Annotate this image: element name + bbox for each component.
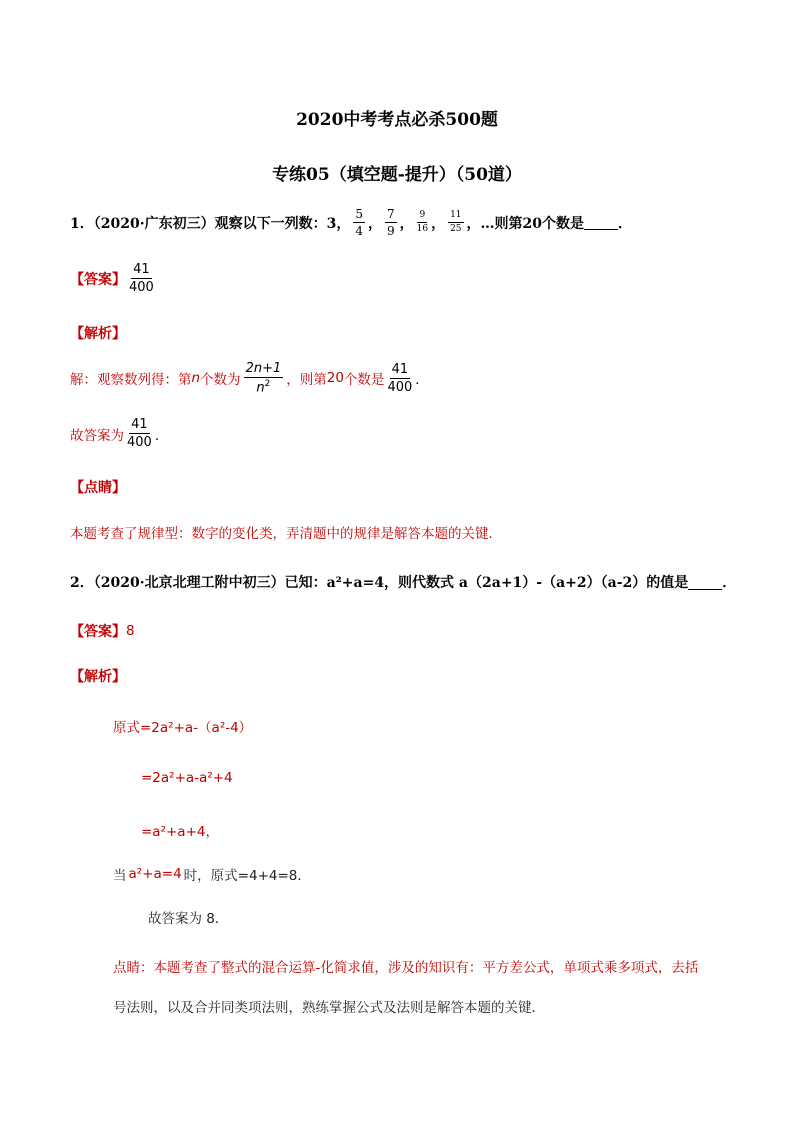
question-2: 2．（2020·北京北理工附中初三）已知：a²+a=4，则代数式 a（2a+1）-（a+2）（a-2）的值是 ．	[70, 572, 736, 592]
answer-tag: 【答案】	[70, 271, 126, 288]
analysis-tag: 【解析】	[70, 326, 126, 342]
q1-answer-fraction: $\frac{41}{400}$	[129, 262, 154, 295]
q1-answer	[70, 263, 157, 294]
q2-step-4: 当 a²+a=4 时，原式=4+4=8．	[113, 866, 311, 884]
answer-blank	[584, 215, 618, 230]
page-subtitle: 专练05（填空题-提升）（50道）	[272, 165, 522, 185]
q1-answer-line: 故答案为 $\frac{41}{400}$ ．	[70, 417, 169, 450]
q2-comment-line-1: 点睛：本题考查了整式的混合运算-化简求值，涉及的知识有：平方差公式，单项式乘多项式，去括	[113, 960, 699, 976]
q2-answer	[70, 621, 135, 641]
question-1: 1．（2020·广东初三）观察以下一列数：3， $\frac{5}{4}$ ， $\frac{7}{9}$ ， $\frac{9}{16}$ ， $\frac{11}{25}$ ，…则第20个数是 ．	[70, 207, 632, 238]
q2-step-2: =2a²+a-a²+4	[141, 770, 233, 786]
answer-tag: 【答案】	[70, 624, 126, 640]
answer-blank	[688, 575, 722, 590]
q1-fraction-1: $\frac{5}{4}$	[355, 207, 363, 238]
q2-comment-line-2: 号法则，以及合并同类项法则，熟练掌握公式及法则是解答本题的关键．	[113, 1000, 545, 1016]
q1-fraction-4: $\frac{11}{25}$	[450, 210, 462, 234]
q1-general-term-fraction: $\frac{2n+1}{n^2}$	[245, 361, 282, 396]
q2-answer-line: 故答案为 8．	[148, 911, 229, 927]
q2-answer-value: 8	[126, 623, 135, 639]
q2-prefix: 2．（2020·北京北理工附中初三）已知：a²+a=4，则代数式 a（2a+1）-（a+2）（a-2）的值是	[70, 575, 689, 591]
q1-suffix: ，…则第20个数是	[466, 215, 584, 232]
q1-prefix: 1．（2020·广东初三）观察以下一列数：3，	[70, 215, 351, 232]
q1-result-fraction: $\frac{41}{400}$	[387, 361, 413, 395]
q1-fraction-3: $\frac{9}{16}$	[416, 210, 429, 234]
q2-step-3: =a²+a+4，	[141, 824, 219, 840]
q1-answer-line-fraction: $\frac{41}{400}$	[127, 417, 152, 450]
page-title: 2020中考考点必杀500题	[296, 110, 498, 130]
q1-solution: 解：观察数列得：第 n 个数为 $\frac{2n+1}{n^2}$ ，则第 20 个数是 $\frac{41}{400}$ ．	[70, 361, 429, 396]
q2-step-1: 原式=2a²+a-（a²-4）	[113, 720, 253, 736]
analysis-tag: 【解析】	[70, 669, 126, 685]
q1-comment: 本题考查了规律型：数字的变化类，弄清题中的规律是解答本题的关键．	[70, 526, 502, 542]
comment-tag: 【点睛】	[70, 480, 126, 496]
q1-fraction-2: $\frac{7}{9}$	[386, 207, 395, 238]
